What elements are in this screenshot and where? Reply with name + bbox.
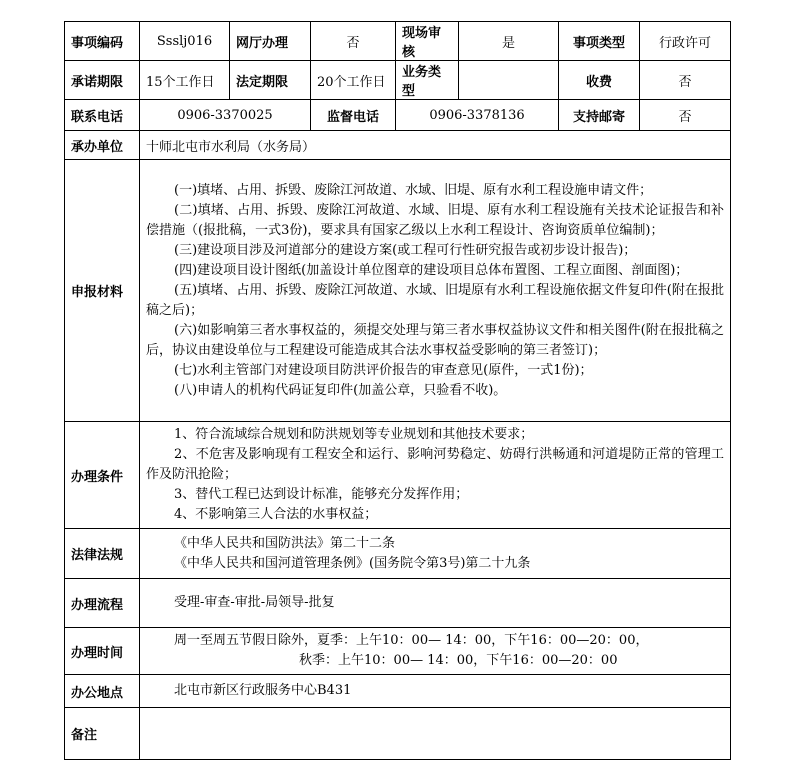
materials-label: 申报材料 [65,160,140,422]
material-item: (七)水利主管部门对建设项目防洪评价报告的审查意见(原件，一式1份)； [174,362,593,378]
material-item: (五)填堵、占用、拆毁、废除江河故道、水域、旧堤原有水利工程设施依据文件复印件(附在报批稿之后)； [146,282,724,318]
online-hall-value: 否 [311,22,396,61]
service-info-table [64,21,731,760]
row-remarks [65,708,731,760]
materials-list [140,160,731,422]
location-label: 办公地点 [65,675,140,708]
condition-item: 2、不危害及影响现有工程安全和运行、影响河势稳定、妨碍行洪畅通和河道堤防正常的管理工作及防汛抢险； [146,447,724,482]
row-agency [65,131,731,160]
conditions-label: 办理条件 [65,422,140,529]
law-item: 《中华人民共和国防洪法》第二十二条 [174,535,396,551]
agency-label: 承办单位 [65,131,140,160]
remarks-value [140,708,731,760]
legal-period-value: 20个工作日 [311,61,396,100]
material-item: (一)填堵、占用、拆毁、废除江河故道、水域、旧堤、原有水利工程设施申请文件； [174,182,653,198]
row-basic-1 [65,22,731,61]
item-code-value: Ssslj016 [140,22,230,61]
hours-value-cell [140,628,731,675]
promise-period-value: 15个工作日 [140,61,230,100]
agency-value: 十师北屯市水利局（水务局） [140,131,731,160]
onsite-review-value: 是 [459,22,559,61]
contact-phone-value: 0906-3370025 [140,100,311,131]
business-type-label: 业务类型 [396,61,459,100]
row-hours [65,628,731,675]
material-item: (四)建设项目设计图纸(加盖设计单位图章的建设项目总体布置图、工程立面图、剖面图)； [174,262,689,278]
law-item: 《中华人民共和国河道管理条例》(国务院令第3号)第二十九条 [174,555,531,571]
laws-label: 法律法规 [65,529,140,579]
process-label: 办理流程 [65,579,140,628]
item-type-value: 行政许可 [640,22,731,61]
hours-line-autumn: 秋季：上午10：00— 14：00，下午16：00—20：00 [299,653,618,668]
row-process [65,579,731,628]
mail-support-label: 支持邮寄 [559,100,640,131]
row-basic-3 [65,100,731,131]
row-basic-2 [65,61,731,100]
conditions-list [140,422,731,529]
item-code-label: 事项编码 [65,22,140,61]
business-type-value [459,61,559,100]
condition-item: 4、不影响第三人合法的水事权益； [174,507,378,522]
process-value: 受理-审查-审批-局领导-批复 [174,595,335,610]
fee-value: 否 [640,61,731,100]
hours-line-summer: 周一至周五节假日除外，夏季：上午10：00— 14：00，下午16：00—20：00， [174,633,649,648]
condition-item: 3、替代工程已达到设计标准，能够充分发挥作用； [174,487,469,502]
row-location [65,675,731,708]
supervision-phone-value: 0906-3378136 [396,100,559,131]
online-hall-label: 网厅办理 [230,22,311,61]
condition-item: 1、符合流域综合规划和防洪规划等专业规划和其他技术要求； [174,427,534,442]
item-type-label: 事项类型 [559,22,640,61]
row-conditions [65,422,731,529]
laws-list [140,529,731,579]
row-laws [65,529,731,579]
contact-phone-label: 联系电话 [65,100,140,131]
location-value: 北屯市新区行政服务中心B431 [174,683,352,698]
material-item: (六)如影响第三者水事权益的，须提交处理与第三者水事权益协议文件和相关图件(附在报批稿之后，协议由建设单位与工程建设可能造成其合法水事权益受影响的第三者签订)； [146,322,724,358]
promise-period-label: 承诺期限 [65,61,140,100]
location-value-cell [140,675,731,708]
mail-support-value: 否 [640,100,731,131]
hours-label: 办理时间 [65,628,140,675]
supervision-phone-label: 监督电话 [311,100,396,131]
row-materials [65,160,731,422]
process-value-cell [140,579,731,628]
remarks-label: 备注 [65,708,140,760]
onsite-review-label: 现场审核 [396,22,459,61]
material-item: (八)申请人的机构代码证复印件(加盖公章，只验看不收)。 [174,382,507,398]
material-item: (二)填堵、占用、拆毁、废除江河故道、水域、旧堤、原有水利工程设施有关技术论证报告和补偿措施（(报批稿，一式3份)，要求具有国家乙级以上水利工程设计、咨询资质单位编制)； [146,202,724,238]
legal-period-label: 法定期限 [230,61,311,100]
fee-label: 收费 [559,61,640,100]
material-item: (三)建设项目涉及河道部分的建设方案(或工程可行性研究报告或初步设计报告)； [174,242,637,258]
